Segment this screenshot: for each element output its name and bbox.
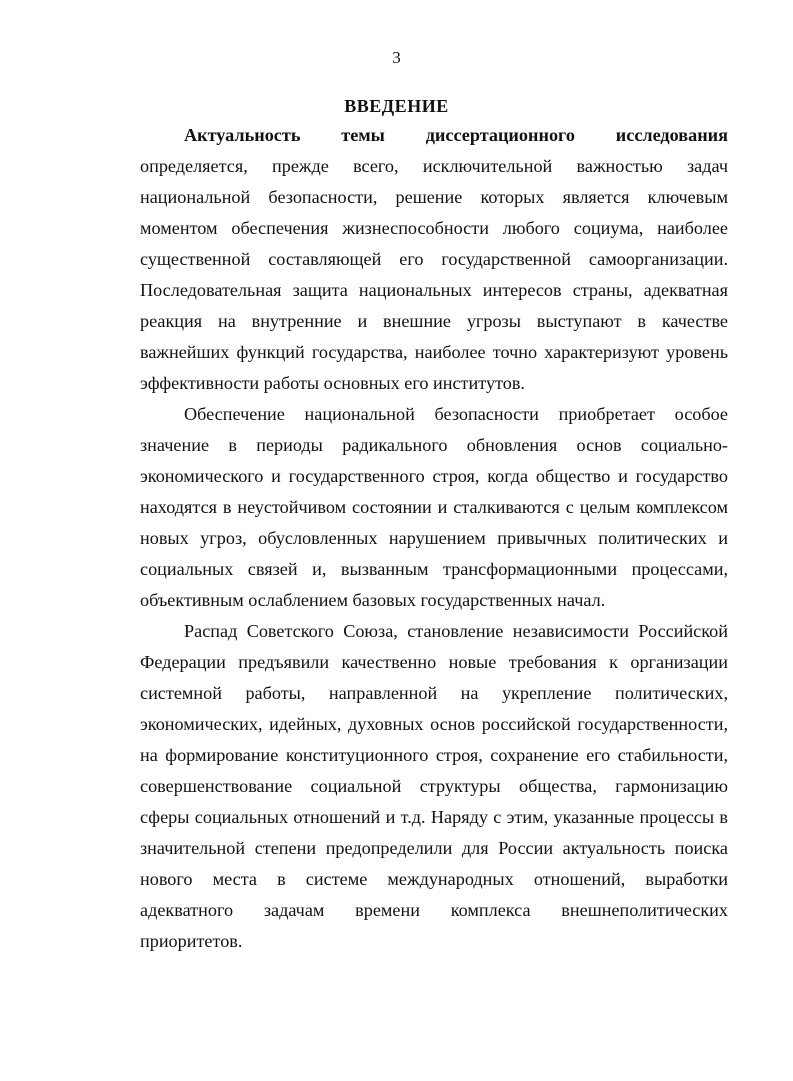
text-line: на формирование конституционного строя, сохранение его стабильности,	[140, 745, 728, 765]
text-line: эффективности работы основных его институтов.	[140, 373, 525, 393]
text-line: национальной безопасности, решение которых является ключевым	[140, 187, 728, 207]
text-line: экономического и государственного строя, когда общество и государство	[140, 466, 728, 486]
paragraph	[140, 616, 728, 957]
text-line: нового места в системе международных отношений, выработки	[140, 869, 728, 889]
text-line: социальных связей и, вызванным трансформационными процессами,	[140, 559, 728, 579]
text-line: новых угроз, обусловленных нарушением привычных политических и	[140, 528, 728, 548]
text-line: реакция на внутренние и внешние угрозы выступают в качестве	[140, 311, 728, 331]
text-line: Последовательная защита национальных интересов страны, адекватная	[140, 280, 728, 300]
paragraph-lead: Актуальность темы диссертационного исследования	[184, 125, 728, 145]
text-line: значительной степени предопределили для России актуальность поиска	[140, 838, 728, 858]
text-line: системной работы, направленной на укрепление политических,	[140, 683, 728, 703]
text-line: сферы социальных отношений и т.д. Наряду с этим, указанные процессы в	[140, 807, 728, 827]
text-line: адекватного задачам времени комплекса внешнеполитических	[140, 900, 728, 920]
text-line: значение в периоды радикального обновления основ социально-	[140, 435, 728, 455]
text-line: Федерации предъявили качественно новые требования к организации	[140, 652, 728, 672]
text-line: находятся в неустойчивом состоянии и сталкиваются с целым комплексом	[140, 497, 728, 517]
section-heading: ВВЕДЕНИЕ	[344, 96, 449, 116]
text-line: совершенствование социальной структуры общества, гармонизацию	[140, 776, 728, 796]
text-line: существенной составляющей его государственной самоорганизации.	[140, 249, 728, 269]
text-line: определяется, прежде всего, исключительной важностью задач	[140, 156, 728, 176]
text-line: Обеспечение национальной безопасности приобретает особое	[184, 404, 728, 424]
page-number: 3	[392, 48, 401, 67]
text-line: моментом обеспечения жизнеспособности любого социума, наиболее	[140, 218, 728, 238]
paragraph	[140, 399, 728, 616]
text-line: Распад Советского Союза, становление независимости Российской	[184, 621, 728, 641]
text-line: экономических, идейных, духовных основ российской государственности,	[140, 714, 728, 734]
text-line: важнейших функций государства, наиболее точно характеризуют уровень	[140, 342, 728, 362]
paragraph	[140, 120, 728, 399]
text-line: объективным ослаблением базовых государственных начал.	[140, 590, 606, 610]
body-text	[140, 120, 728, 957]
text-line: приоритетов.	[140, 931, 243, 951]
